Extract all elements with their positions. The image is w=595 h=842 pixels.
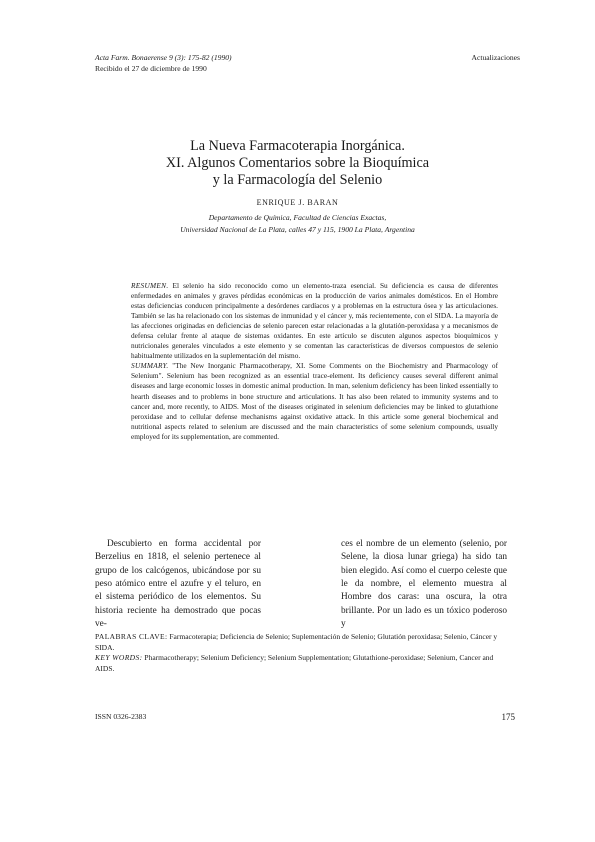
keywords-en bbox=[95, 653, 500, 674]
title-line-2: XI. Algunos Comentarios sobre la Bioquímica bbox=[165, 155, 430, 171]
author: ENRIQUE J. BARAN bbox=[256, 198, 339, 207]
title-line-1: La Nueva Farmacoterapia Inorgánica. bbox=[190, 138, 405, 154]
keywords-en-label: KEY WORDS: bbox=[95, 653, 143, 662]
body-left-text: Descubierto en forma accidental por Berzelius en 1818, el selenio pertenece al grupo de los calcógenos, ubicándose por su peso atómico entre el azufre y el teluro, en el sistema periódico de los elementos. Su historia reciente ha demostrado que pocas ve- bbox=[95, 539, 261, 630]
keywords-es-text: Farmacoterapia; Deficiencia de Selenio; Suplementación de Selenio; Glutatión peroxidasa; Selenio, Cáncer y SIDA. bbox=[95, 632, 498, 652]
received-date: Recibido el 27 de diciembre de 1990 bbox=[95, 64, 207, 73]
resumen-text: El selenio ha sido reconocido como un elemento-traza esencial. Su deficiencia es causa de diferentes enfermedades en animales y graves pérdidas económicas en la producción de varios animales domésticos. En el Hombre estas deficiencias conducen principalmente a desórdenes cardíacos y a problemas en la estructura ósea y las articulaciones. También se las ha relacionado con los sistemas de inmunidad y el cáncer y, más recientemente, con el SIDA. La mayoría de las afecciones originadas en deficiencias de selenio parecen estar relacionadas a la glutatión-peroxidasa y a mecanismos de defensa celular frente al ataque de sistemas oxidantes. En este artículo se discuten algunos aspectos bioquímicos y nutricionales generales vinculados a este elemento y se comentan las características de diversos compuestos de selenio habitualmente utilizados en la suplementación del mismo. bbox=[131, 281, 498, 361]
journal-citation: Acta Farm. Bonaerense 9 (3): 175-82 (1990) bbox=[95, 53, 232, 62]
keywords-es-label: PALABRAS CLAVE: bbox=[95, 632, 168, 641]
affiliation-line-2: Universidad Nacional de La Plata, calles 47 y 115, 1900 La Plata, Argentina bbox=[180, 225, 415, 234]
page-number: 175 bbox=[501, 712, 515, 722]
issn: ISSN 0326-2383 bbox=[95, 712, 147, 721]
summary-label: SUMMARY. bbox=[131, 361, 169, 371]
abstract bbox=[131, 281, 498, 442]
body-right-column bbox=[341, 538, 507, 631]
title-line-3: y la Farmacología del Selenio bbox=[212, 172, 383, 188]
resumen-paragraph bbox=[131, 281, 498, 361]
keywords-en-text: Pharmacotherapy; Selenium Deficiency; Selenium Supplementation; Glutathione-peroxidase; Selenium, Cancer and AIDS. bbox=[95, 653, 494, 673]
summary-paragraph bbox=[131, 361, 498, 441]
body-right-text: ces el nombre de un elemento (selenio, por Selene, la diosa lunar griega) ha sido tan bien elegido. Así como el cuerpo celeste que le da nombre, el elemento muestra al Hombre dos caras: una oscura, la otra brillante. Por un lado es un tóxico poderoso y bbox=[341, 539, 507, 630]
resumen-label: RESUMEN. bbox=[131, 281, 169, 290]
keywords-es bbox=[95, 632, 500, 653]
body-left-column bbox=[95, 538, 261, 631]
keywords-block bbox=[95, 632, 500, 674]
affiliation-line-1: Departamento de Química, Facultad de Ciencias Exactas, bbox=[208, 213, 387, 222]
summary-text: "The New Inorganic Pharmacotherapy, XI. Some Comments on the Biochemistry and Pharmacology of Selenium". Selenium has been recognized as an essential trace-element. Its deficiency causes several different animal diseases and large economic losses in domestic animal production. In man, selenium deficiency has been linked essentially to hearth diseases and to problems in bone structure and articulations. It has also been related to immunity systems and to cancer and, more recently, to AIDS. Most of the diseases originated in selenium deficiencies may be linked to glutathione peroxidase and to cellular defense mechanisms against oxidative attack. In this article some general biochemical and nutritional aspects related to selenium are discussed and the main characteristics of some selenium compounds, usually employed for its supplementation, are commented. bbox=[131, 361, 498, 441]
section-label: Actualizaciones bbox=[471, 53, 520, 62]
